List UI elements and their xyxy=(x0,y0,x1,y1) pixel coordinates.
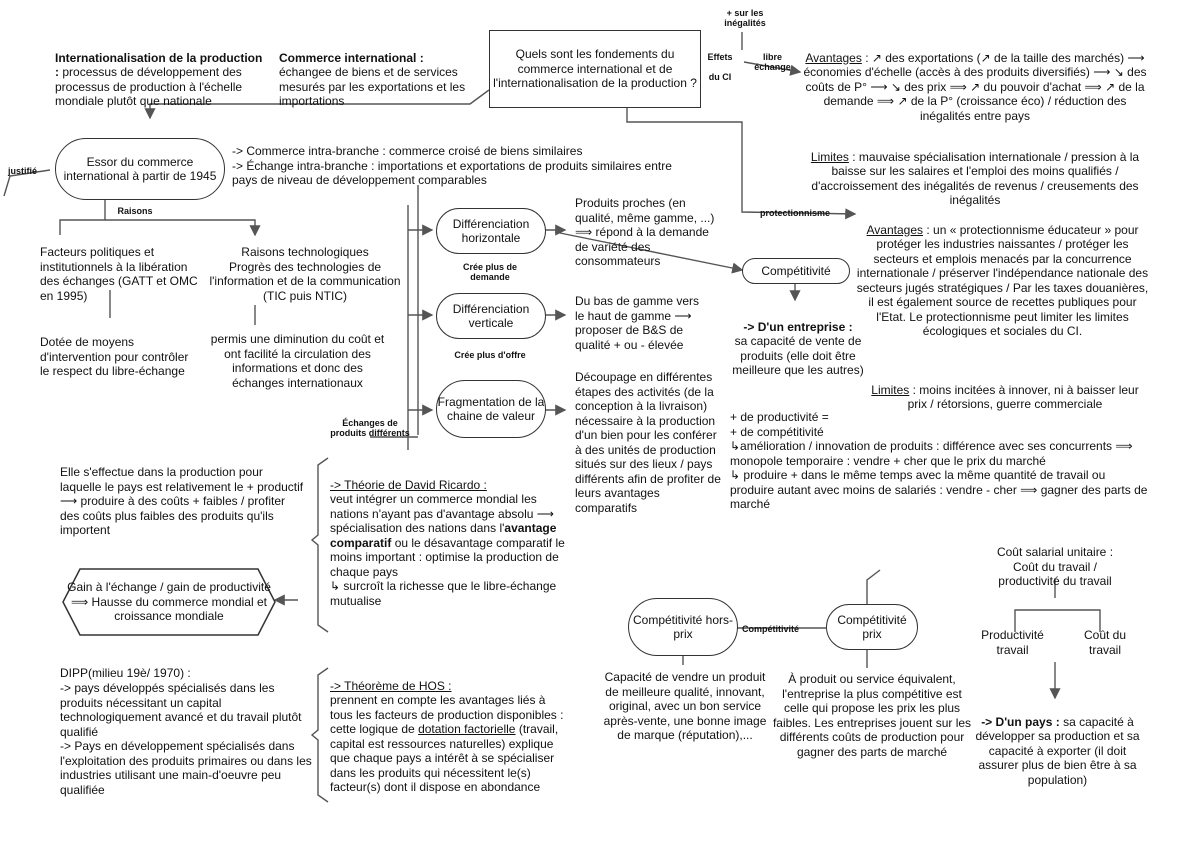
prix-node: Compétitivité prix xyxy=(826,604,918,650)
entreprise-definition xyxy=(728,305,868,378)
hos-text-b: dotation factorielle xyxy=(418,722,516,736)
ricardo-left-text: Elle s'effectue dans la production pour laquelle le pays est relativement le + productif ⟶ produire à des coûts + faibles / profiter des coûts plus faibles des produits qu'ils importent xyxy=(60,465,304,537)
cout-travail: Coût du travail xyxy=(1083,628,1127,657)
label-inegalites: + sur les inégalités xyxy=(724,8,766,28)
intra-branche-text: -> Commerce intra-branche : commerce croisé de biens similaires -> Échange intra-branche : importations et exportations de produits similaires entre pays de niveau de développement comparables xyxy=(232,144,672,187)
label-competitivite-link: Compétitivité xyxy=(742,624,800,634)
commerce-definition xyxy=(279,36,479,109)
intl-term: Internationalisation de la production : xyxy=(55,50,263,79)
libre-adv-text: : ↗ des exportations (↗ de la taille des marchés) ⟶ économies d'échelle (accès à des produits diversifiés) ⟶ ↘ des coûts de P° ⟶ ↘ des prix ⟹ ↗ du pouvoir d'achat ⟹ ↗ de la demande ⟹ ↗ de la P° (croissance éco) / réduction des inégalités entre pays xyxy=(803,50,1147,123)
central-question: Quels sont les fondements du commerce international et de l'internationalisation de la production ? xyxy=(489,30,701,108)
intl-text: processus de développement des processus de production à l'échelle mondiale plutôt que nationale xyxy=(55,65,243,108)
hors-prix-text: Capacité de vendre un produit de meilleure qualité, innovant, original, avec un bon service après-vente, une bonne image de marque (réputation),... xyxy=(603,670,767,742)
tech-effects: permis une diminution du coût et ont facilité la circulation des informations et donc des échanges internationaux xyxy=(210,332,385,390)
protec-lim-head: Limites xyxy=(871,382,910,397)
tech-factors: Raisons technologiques Progrès des technologies de l'information et de la communication (TIC puis NTIC) xyxy=(209,245,401,303)
label-protectionnisme: protectionnisme xyxy=(760,208,831,218)
pays-definition xyxy=(975,700,1140,787)
fragmentation-node: Fragmentation de la chaine de valeur xyxy=(436,380,546,438)
commerce-text: échangee de biens et de services mesurés par les exportations et les importations xyxy=(279,65,466,108)
protec-lim-text: : moins incitées à innover, ni à baisser leur prix / rétorsions, guerre commerciale xyxy=(907,382,1139,411)
ricardo-head: -> Théorie de David Ricardo : xyxy=(330,477,487,492)
protectionnisme-limites xyxy=(870,368,1140,412)
entreprise-text: sa capacité de vente de produits (elle doit être meilleure que les autres) xyxy=(732,334,864,377)
hos-theorem xyxy=(330,664,565,795)
libre-lim-text: : mauvaise spécialisation internationale / pression à la baisse sur les salaires et l'emploi des moins qualifiés / d'accroissement des inégalités de revenus / creusements des inégalités xyxy=(811,149,1140,207)
hos-head: -> Théorème de HOS : xyxy=(330,678,452,693)
competitivite-node: Compétitivité xyxy=(742,258,850,284)
hos-text-a: prennent en compte les avantages liés à tous les facteurs de production disponibles : cette logique de xyxy=(330,693,564,736)
prix-text: À produit ou service équivalent, l'entreprise la plus compétitive est celle qui propose les prix les plus faibles. Les entreprises jouent sur les différents coûts de production pour gagner des parts de marché xyxy=(772,672,972,759)
control-means: Dotée de moyens d'intervention pour contrôler le respect du libre-échange xyxy=(40,335,189,378)
commerce-term: Commerce international : xyxy=(279,50,424,65)
intl-definition xyxy=(55,36,265,109)
protectionnisme-avantages xyxy=(855,208,1150,339)
entreprise-head: -> D'un entreprise : xyxy=(743,319,853,334)
libre-lim-head: Limites xyxy=(810,149,849,164)
hos-text-c: (travail, capital est ressources naturelles) explique que chaque pays a intérêt à se spécialiser dans les produits qui nécessitent le(s) facteur(s) dont il dispose en abondance xyxy=(330,722,559,794)
label-effets: Effets du CI xyxy=(707,52,733,82)
ricardo-text-b: avantage comparatif xyxy=(330,521,557,550)
productivite-text: + de productivité = + de compétitivité ↳amélioration / innovation de produits : différence avec ses concurrents ⟹ monopole temporaire : vendre + cher que le prix du marché ↳ produire + dans le même temps avec la même quantité de travail ou produire autant avec moins de salariés : vendre - cher ⟹ gagner des parts de marché xyxy=(730,410,1148,511)
label-raisons: Raisons xyxy=(117,206,153,216)
libre-echange-avantages xyxy=(800,36,1150,123)
label-cree-demande: Crée plus de demande xyxy=(462,262,518,282)
ricardo-text-c: ou le désavantage comparatif le moins important : optimise la production de chaque pays ↳ surcroît la richesse que le libre-échange mutualise xyxy=(330,535,565,608)
protec-adv-head: Avantages xyxy=(866,222,924,237)
diff-verticale-node: Différenciation verticale xyxy=(436,293,546,339)
libre-adv-head: Avantages xyxy=(805,50,862,65)
ricardo-theory xyxy=(330,463,565,608)
cout-salarial-unitaire: Coût salarial unitaire : Coût du travail / productivité du travail xyxy=(996,545,1114,588)
label-echanges-differents: Échanges de produits différents xyxy=(330,418,410,438)
fragmentation-text: Découpage en différentes étapes des activités (de la conception à la livraison) nécessaire à la production d'un bien pour les conférer à des unités de production situés sur des lieux / pays différents afin de profiter de leurs avantages comparatifs xyxy=(575,370,721,515)
diff-verticale-text: Du bas de gamme vers le haut de gamme ⟶ proposer de B&S de qualité + ou - élevée xyxy=(575,294,700,352)
dipp-text: -> pays développés spécialisés dans les produits nécessitant un capital technologiquement avancé et du travail plutôt qualifié -> Pays en développement spécialisés dans l'exploitation des produits primaires ou dans les industries utilisant une main-d'oeuvre peu qualifiée xyxy=(60,681,312,797)
protec-adv-text: : un « protectionnisme éducateur » pour protéger les industries naissantes / protéger les secteurs et emplois menacés par la concurrence internationale / préserver l'indépendance nationale des secteurs jugés stratégiques / Par les taxes douanières, il est également source de recettes publiques pour l'Etat. Le protectionnisme peut limiter les limites écologiques et sociales du CI. xyxy=(856,222,1149,338)
ricardo-text-a: veut intégrer un commerce mondial les nations n'ayant pas d'avantage absolu ⟶ spécialisation des nations dans l' xyxy=(330,492,554,535)
diff-horizontale-text: Produits proches (en qualité, même gamme, ...) ⟹ répond à la demande de variété des consommateurs xyxy=(575,196,715,268)
diff-horizontale-node: Différenciation horizontale xyxy=(436,208,546,254)
hors-prix-node: Compétitivité hors-prix xyxy=(628,598,738,656)
dipp-title: DIPP(milieu 19è/ 1970) : xyxy=(60,666,191,680)
libre-echange-limites xyxy=(810,135,1140,208)
label-justifie: justifié xyxy=(8,166,38,176)
essor-node: Essor du commerce international à partir de 1945 xyxy=(55,138,225,200)
gain-text: Gain à l'échange / gain de productivité ⟹ Hausse du commerce mondial et croissance mondiale xyxy=(67,580,271,624)
label-cree-offre: Crée plus d'offre xyxy=(454,350,526,360)
productivite-travail: Productivité travail xyxy=(981,628,1044,657)
pays-head: -> D'un pays : xyxy=(981,714,1060,729)
label-libre-echange: libre échange xyxy=(754,52,791,72)
political-factors: Facteurs politiques et institutionnels à la libération des échanges (GATT et OMC en 1995) xyxy=(40,245,198,303)
pays-text: sa capacité à développer sa production et sa capacité à exporter (il doit assurer plus de bien être à sa population) xyxy=(975,714,1140,787)
gain-hexagon xyxy=(62,568,276,636)
